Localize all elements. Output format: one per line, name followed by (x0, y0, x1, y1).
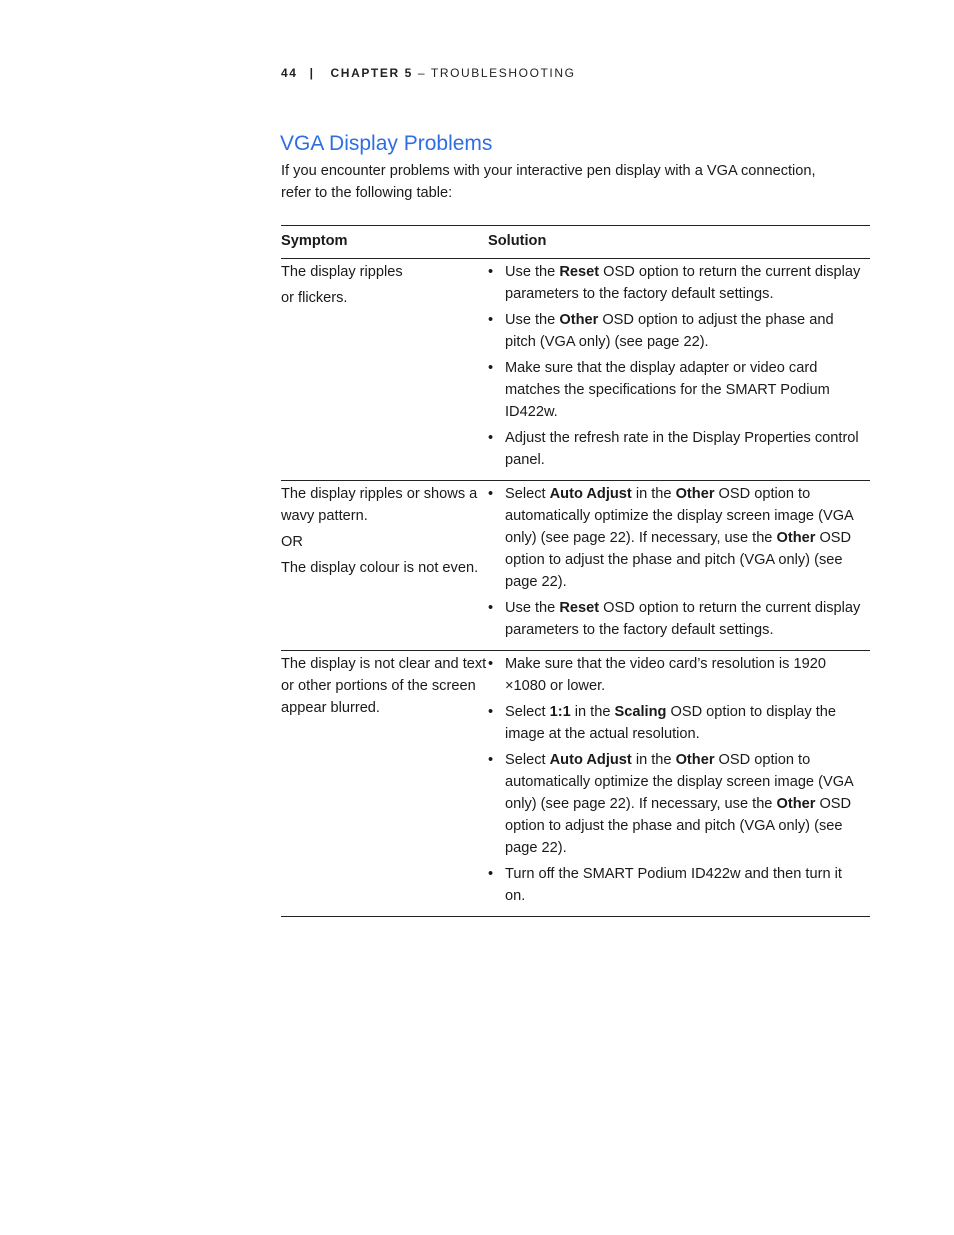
osd-term: Other (776, 796, 816, 812)
symptom-cell (281, 651, 488, 917)
solution-text: OSD option to adjust the phase and pitch (VGA only) (see page 22). (505, 312, 834, 350)
solution-text: OSD option to return the current display parameters to the factory default settings. (505, 264, 861, 302)
section-label: TROUBLESHOOTING (430, 66, 576, 80)
symptom-text: or flickers. (281, 290, 348, 306)
symptom-cell (281, 481, 488, 651)
running-header (281, 66, 576, 80)
header-separator: | (309, 66, 315, 80)
osd-term: Other (675, 752, 715, 768)
osd-term: Auto Adjust (549, 752, 632, 768)
table-row (281, 259, 870, 481)
solution-item (488, 357, 870, 423)
osd-term: Other (776, 530, 816, 546)
bullet-icon: • (488, 866, 494, 882)
osd-term: Other (675, 486, 715, 502)
solution-item (488, 597, 870, 641)
solution-item (488, 261, 870, 305)
osd-term: Reset (559, 600, 600, 616)
osd-term: Reset (559, 264, 600, 280)
symptom-text: The display colour is not even. (281, 560, 479, 576)
bullet-icon: • (488, 752, 494, 768)
intro-line-1: If you encounter problems with your interactive pen display with a VGA connection, (281, 163, 816, 179)
bullet-icon: • (488, 360, 494, 376)
bullet-icon: • (488, 264, 494, 280)
chapter-label: CHAPTER 5 (330, 66, 413, 80)
solution-item (488, 863, 870, 907)
solution-cell (488, 651, 870, 917)
solution-text: Use the (505, 264, 560, 280)
solution-list (488, 653, 870, 907)
solution-text: in the (570, 704, 615, 720)
osd-term: Scaling (614, 704, 667, 720)
symptom-text: The display is not clear and text or other portions of the screen appear blurred. (281, 656, 487, 716)
solution-text: Use the (505, 312, 560, 328)
symptom-text: The display ripples or shows a wavy pattern. (281, 486, 478, 524)
bullet-icon: • (488, 486, 494, 502)
solution-cell (488, 259, 870, 481)
solution-text: OSD option to automatically optimize the display screen image (VGA only) (see page 22). If necessary, use the (505, 486, 853, 546)
symptom-cell (281, 259, 488, 481)
solution-text: Select (505, 486, 550, 502)
solution-item (488, 749, 870, 859)
bullet-icon: • (488, 656, 494, 672)
solution-text: OSD option to automatically optimize the display screen image (VGA only) (see page 22). If necessary, use the (505, 752, 853, 812)
osd-term: Auto Adjust (549, 486, 632, 502)
solution-text: Make sure that the video card’s resolution is 1920 ×1080 or lower. (505, 656, 826, 694)
solution-list (488, 261, 870, 471)
solution-list (488, 483, 870, 641)
solution-item (488, 427, 870, 471)
table-body (281, 259, 870, 917)
solution-text: Use the (505, 600, 560, 616)
solution-cell (488, 481, 870, 651)
solution-text: Select (505, 752, 550, 768)
table-row (281, 481, 870, 651)
page-number: 44 (281, 66, 298, 80)
solution-column-header: Solution (488, 226, 870, 259)
troubleshooting-table (281, 225, 870, 917)
bullet-icon: • (488, 312, 494, 328)
solution-text: Select (505, 704, 550, 720)
solution-item (488, 483, 870, 593)
symptom-column-header: Symptom (281, 226, 488, 259)
solution-text: OSD option to return the current display parameters to the factory default settings. (505, 600, 861, 638)
solution-text: in the (631, 752, 676, 768)
bullet-icon: • (488, 704, 494, 720)
solution-text: OSD option to display the image at the actual resolution. (505, 704, 836, 742)
solution-item (488, 701, 870, 745)
intro-line-2: refer to the following table: (281, 185, 453, 201)
solution-item (488, 309, 870, 353)
solution-text: Turn off the SMART Podium ID422w and then turn it on. (505, 866, 842, 904)
solution-text: OSD option to adjust the phase and pitch (VGA only) (see page 22). (505, 796, 852, 856)
solution-text: Make sure that the display adapter or video card matches the specifications for the SMART Podium ID422w. (505, 360, 830, 420)
bullet-icon: • (488, 600, 494, 616)
solution-item (488, 653, 870, 697)
table-header-row (281, 226, 870, 259)
intro-paragraph (281, 160, 871, 204)
solution-text: OSD option to adjust the phase and pitch (VGA only) (see page 22). (505, 530, 852, 590)
osd-term: Other (559, 312, 599, 328)
page-title: VGA Display Problems (280, 132, 493, 155)
symptom-text: The display ripples (281, 264, 403, 280)
table-row (281, 651, 870, 917)
header-dash: – (417, 66, 427, 80)
osd-term: 1:1 (549, 704, 571, 720)
solution-text: in the (631, 486, 676, 502)
solution-text: Adjust the refresh rate in the Display Properties control panel. (505, 430, 859, 468)
symptom-text: OR (281, 534, 303, 550)
bullet-icon: • (488, 430, 494, 446)
